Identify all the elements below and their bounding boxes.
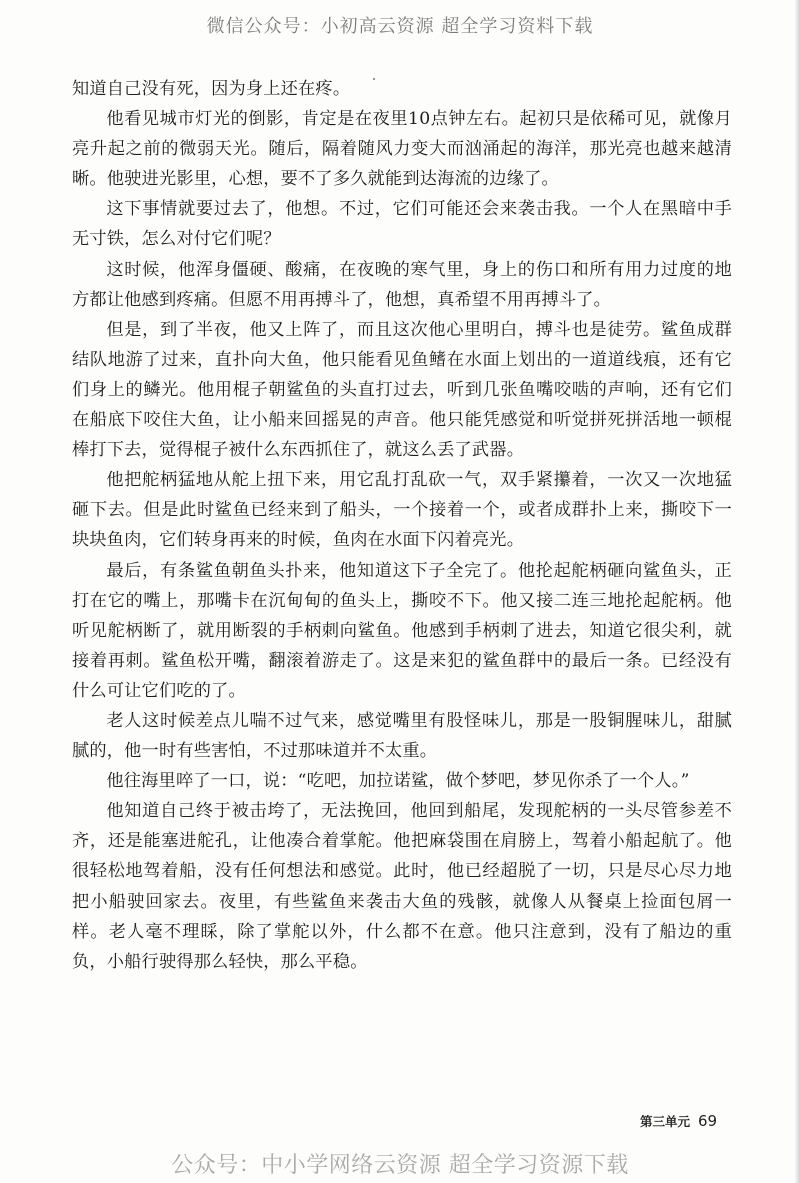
- page-footer: [640, 1111, 730, 1130]
- paragraph-8: 老人这时候差点儿喘不过气来，感觉嘴里有股怪味儿，那是一股铜腥味儿，甜腻腻的，他一时有些害怕，不过那味道并不太重。: [72, 710, 732, 762]
- bottom-watermark: 公众号：中小学网络云资源 超全学习资源下载: [171, 1153, 629, 1178]
- paragraph-3: 这下事情就要过去了，他想。不过，它们可能还会来袭击我。一个人在黑暗中手无寸铁，怎么对付它们呢？: [72, 199, 732, 250]
- paragraph-5: 但是，到了半夜，他又上阵了，而且这次他心里明白，搏斗也是徒劳。鲨鱼成群结队地游了过来，直扑向大鱼，他只能看见鱼鳍在水面上划出的一道道线痕，还有它们身上的鳞光。他用棍子朝鲨鱼的头直打过去，听到几张鱼嘴咬啮的声响，还有它们在船底下咬住大鱼，让小船来回摇晃的声音。他只能凭感觉和听觉拼死拼活地一顿棍棒打下去，觉得棍子被什么东西抓住了，就这么丢了武器。: [72, 319, 732, 461]
- paragraph-7: 最后，有条鲨鱼朝鱼头扑来，他知道这下子全完了。他抡起舵柄砸向鲨鱼头，正打在它的嘴上，那嘴卡在沉甸甸的鱼头上，撕咬不下。他又接二连三地抡起舵柄。他听见舵柄断了，就用断裂的手柄刺向鲨鱼。他感到手柄刺了进去，知道它很尖利，就接着再刺。鲨鱼松开嘴，翻滚着游走了。这是来犯的鲨鱼群中的最后一条。已经没有什么可让它们吃的了。: [72, 560, 732, 701]
- top-watermark: 微信公众号：小初高云资源 超全学习资料下载: [206, 16, 594, 37]
- paragraph-2: 他看见城市灯光的倒影，肯定是在夜里10点钟左右。起初只是依稀可见，就像月亮升起之前的微弱天光。随后，隔着随风力变大而汹涌起的海洋，那光亮也越来越清晰。他驶进光影里，心想，要不了多久就能到达海流的边缘了。: [72, 109, 732, 190]
- paragraph-4: 这时候，他浑身僵硬、酸痛，在夜晚的寒气里，身上的伤口和所有用力过度的地方都让他感到疼痛。但愿不用再搏斗了，他想，真希望不用再搏斗了。: [72, 259, 732, 310]
- paragraph-1: 知道自己没有死，因为身上还在疼。: [72, 79, 351, 99]
- body-text: [72, 74, 732, 977]
- unit-label: 第三单元: [640, 1114, 691, 1129]
- paragraph-9: 他往海里啐了一口，说：“吃吧，加拉诺鲨，做个梦吧，梦见你杀了一个人。”: [106, 771, 690, 792]
- paragraph-10: 他知道自己终于被击垮了，无法挽回，他回到船尾，发现舵柄的一头尽管参差不齐，还是能塞进舵孔，让他凑合着掌舵。他把麻袋围在肩膀上，驾着小船起航了。他很轻松地驾着船，没有任何想法和感觉。此时，他已经超脱了一切，只是尽心尽力地把小船驶回家去。夜里，有些鲨鱼来袭击大鱼的残骸，就像人从餐桌上捡面包屑一样。老人毫不理睬，除了掌舵以外，什么都不在意。他只注意到，没有了船边的重负，小船行驶得那么轻快，那么平稳。: [72, 801, 732, 972]
- page-number: 69: [698, 1112, 718, 1130]
- paragraph-6: 他把舵柄猛地从舵上扭下来，用它乱打乱砍一气，双手紧攥着，一次又一次地猛砸下去。但是此时鲨鱼已经来到了船头，一个接着一个，或者成群扑上来，撕咬下一块块鱼肉，它们转身再来的时候，鱼肉在水面下闪着亮光。: [72, 470, 732, 551]
- page-edge-shadow: [794, 0, 800, 1183]
